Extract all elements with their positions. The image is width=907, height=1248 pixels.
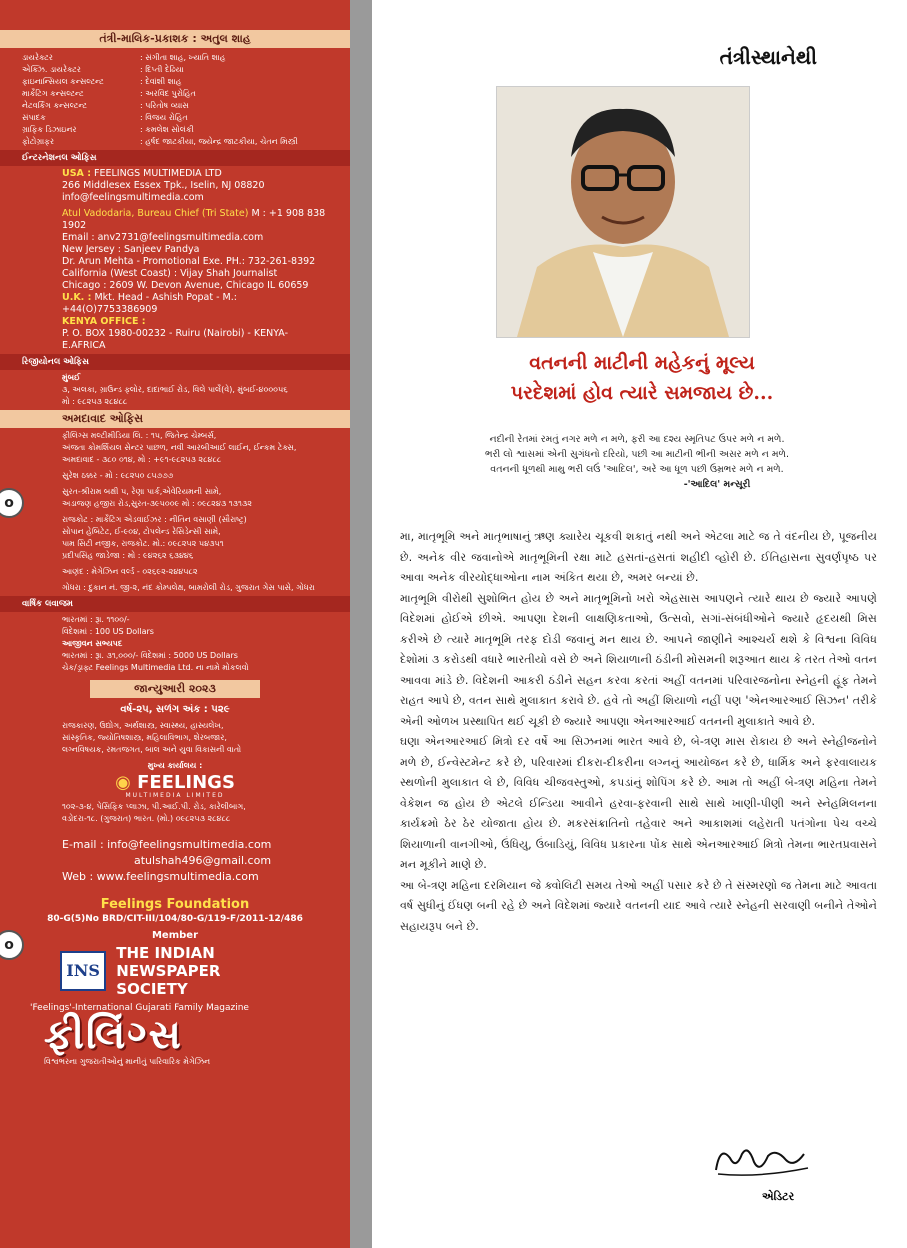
divider xyxy=(350,0,372,1248)
ins-block: INS THE INDIAN NEWSPAPER SOCIETY xyxy=(0,941,350,1001)
hq-sub: MULTIMEDIA LIMITED xyxy=(125,792,225,799)
editorial-body xyxy=(400,527,877,937)
poem: નદીની રેતમાં રમતું નગર મળે ન મળે, ફરી આ દશ્ય સ્મૃતિપટ ઉપર મળે ન મળે. ભરી લો શ્વાસમાં એની સુગંધનો દરિયો, પછી આ માટીની ભીની અસર મળે ન મળે. વતનની ધૂળથી માથુ ભરી લઉં 'આદિલ', અરે આ ધૂળ પછી ઉમ્રભર મળે ન મળે. -'આદિલ' મન્સૂરી xyxy=(402,432,872,492)
staff-name: : દેવાંશી શાહ xyxy=(140,77,182,86)
suresh-contact: સુરેશ ઠક્કર - મો : ૯૮૨૫૦ ૮૫૭૭૭ xyxy=(62,471,174,480)
contact-block xyxy=(0,835,350,887)
paragraph: ઘણા એનઆરઆઈ મિત્રો દર વર્ષે આ સિઝનમાં ભારત આવે છે, બે-ત્રણ માસ રોકાય છે અને સ્નેહીજનોને મળે છે, ઈન્વેસ્ટમેન્ટ કરે છે, પરિવારમાં દીકરા-દીકરીના લગ્નનું આયોજન કરે છે, ધાર્મિક અને ફરવાલાયક સ્થળોની મુલાકાત લે છે, વિવિધ ચીજવસ્તુઓ, કપડાંનું શોપિંગ કરે છે. આમ તો અહીં બે-ત્રણ મહિના તેમને વેકેશન જ હોય છે એટલે ઈન્ડિયા આવીને હરવા-ફરવાની સાથે સાથે ખાણી-પીણી અને સ્નેહમિલનના કાર્યક્રમો ઠેર ઠેર યોજાતા હોય છે. મકરસંક્રાતિનો તહેવાર અને આકાશમાં લહેરાતી પતંગોના પેચ વચ્ચે શિયાળાની વાનગીઓ, ઉંધિયુ, ઉંબાડિયું, વિવિધ પ્રકારના પોંક સાથે એનઆરઆઈ મિત્રો તેમના ભારતપ્રવાસને મન મૂકીને માણે છે. xyxy=(400,735,877,871)
ahmedabad-office: ફીલિંગ્સ મલ્ટીમીડિયા લિ. : ૧૫, જિતેન્દ્ર ચેમ્બર્સ, અંજતા કોમર્શિયલ સેન્ટર પાછળ, નવી આરબીઆઈ લાઈન, ઈન્કમ ટેક્સ, અમદાવાદ - ૩૮૦ ૦૧૪, મો : +૯૧-૯૮૨૫૩ ૨૮૪૮૮ xyxy=(62,431,297,464)
staff-role: ગ્રાફિક ડિઝાઇનર xyxy=(22,125,77,134)
staff-row xyxy=(22,64,328,76)
staff-role: એક્ઝિ. ડાયરેક્ટર xyxy=(22,65,81,74)
web-link[interactable]: Web : www.feelingsmultimedia.com xyxy=(62,870,259,883)
editorial-headline: વતનની માટીની મહેકનું મૂલ્ય પરદેશમાં હોવ ત્યારે સમજાય છે... xyxy=(510,352,774,404)
email-link-2[interactable]: atulshah496@gmail.com xyxy=(134,854,272,867)
hq-address: ૧૦૨-૩-૪, પેસિફિક પ્લાઝા, પી.આઈ.પી. રોડ, કારેલીબાગ, વડોદરા-૧૮. (ગુજરાત) ભારત. (મો.) ૦૯૮૨૫૩ ૨૮૪૮૮ xyxy=(62,802,246,823)
mumbai-office: મુંબઈ ૩, અલકા, ગ્રાઉન્ડ ફ્લોર, દાદાભાઈ રોડ, વિલે પાર્લે(વે), મુંબઈ-૪૦૦૦૫૬ મો : ૯૮૨૫૩ ૨૮૪૮૮ xyxy=(62,373,288,406)
surat-office: સુરત-શ્રીરામ બક્ષી ૫, રેણા પાર્ક,એવેરિયમની સામે, અડાજણ હજીરા રોડ,સુરત-૩૯૫૦૦૯ મો : ૦૯૮૨૪૩ ૧૩૧૩૨ xyxy=(62,487,252,508)
staff-name: : અરવિંદ પુરોહિત xyxy=(140,89,196,98)
staff-role: નેટવર્કિંગ કન્સલ્ટન્ટ xyxy=(22,101,88,110)
staff-role: માર્કેટિંગ કન્સલ્ટન્ટ xyxy=(22,89,84,98)
subscription: ભારતમાં : રૂા. ૧૧૦૦/- વિદેશમાં : 100 US Dollars આજીવન સભ્યપદ ભારતમાં : રૂા. ૩૧,૦૦૦/- વિદેશમાં : 5000 US Dollars ચેક/ડ્રાફ્ટ Feelings Multimedia Ltd. ના નામે મોકલવો xyxy=(62,615,249,672)
hq-heading: મુખ્ય કાર્યાલય : xyxy=(147,761,203,770)
staff-name: : હર્ષદ જાટકીયા, જયેન્દ્ર જાટકીયા, ચેતન મિસ્ત્રી xyxy=(140,137,298,146)
magazine-tagline: 'Feelings'-International Gujarati Family Magazine xyxy=(30,1003,249,1013)
hq-logo: ◉ FEELINGS xyxy=(115,772,235,793)
feelings-logo-icon: ◉ xyxy=(115,772,131,793)
staff-name: : પરિતોષ વ્યાસ xyxy=(140,101,189,110)
intl-heading: ઈન્ટરનેશનલ ઓફિસ xyxy=(0,150,350,166)
staff-name: : કમલેશ સોલંકી xyxy=(140,125,194,134)
anand-office: આણંદ : મેગેઝિન વર્લ્ડ - ૦૨૬૯૨-૨૪૪૫૮૨ xyxy=(62,567,198,576)
section-title: તંત્રીસ્થાનેથી xyxy=(719,45,817,69)
paragraph: મા, માતૃભૂમિ અને માતૃભાષાનું ઋણ ક્યારેય ચૂકવી શકાતું નથી અને એટલા માટે જ તે વંદનીય છે, પૂજનીય છે. અનેક વીર જવાનોએ માતૃભૂમિની રક્ષા માટે હસતાં-હસતાં શહીદી વ્હોરી છે. ઈતિહાસના સુવર્ણપૃષ્ઠ પર આવા અનેક વીરયોદ્ધાઓના નામ અંકિત થયા છે, અમર બન્યાં છે. xyxy=(400,530,877,584)
staff-row xyxy=(22,124,328,136)
masthead-column xyxy=(0,0,350,1248)
signature-graphic xyxy=(708,1140,818,1180)
staff-role: સંપાદક xyxy=(22,113,46,122)
staff-name: : વિજય રોહિત xyxy=(140,113,188,122)
signature xyxy=(708,1140,818,1180)
staff-row xyxy=(22,112,328,124)
staff-row xyxy=(22,52,328,64)
regional-heading: રિજીયોનલ ઓફિસ xyxy=(0,354,350,370)
staff-row xyxy=(22,88,328,100)
staff-role: ફાઇનાન્સિયલ કન્સલ્ટન્ટ xyxy=(22,77,104,86)
issue-month: જાન્યુઆરી ૨૦૨૩ xyxy=(90,680,260,698)
brand-bottom: વિશ્વભરના ગુજરાતીઓનું માનીતું પારિવારિક મેગેઝિન xyxy=(44,1057,211,1066)
staff-name: : સંગીતા શાહ, ખ્યાતિ શાહ xyxy=(140,53,226,62)
staff-list xyxy=(0,48,350,150)
staff-role: ડાયરેક્ટર xyxy=(22,53,53,62)
brand-logo: ફીલિંગ્સ xyxy=(44,1012,183,1058)
paragraph: માતૃભૂમિ વીરોથી સુશોભિત હોય છે અને માતૃભૂમિનો ખરો એહસાસ આપણને ત્યારે થાય છે જ્યારે આપણે વિદેશમાં હોઈએ છીએ. આપણા દેશની લાક્ષણિકતાઓ, ઉત્સવો, સગાં-સંબંધીઓને જ્યારે હૃદયથી મિસ કરીએ છે ત્યારે માતૃભૂમિ તરફ દોડી જવાનું મન થાય છે. આપને જાણીને આશ્ચર્ય થશે કે વિશ્વના વિવિધ દેશોમાં ૩ કરોડથી વધારે ભારતીયો વસે છે અને શિયાળાની ઠંડીની મોસમની શરૂઆત થાય કે તરત તેઓ વતન આવવા માંડે છે. વિદેશની આકરી ઠંડીને સહન કરવા કરતાં અહીં વતનમાં પરિવારજનોના સ્નેહની હૂંફ તેમને રાહત આપે છે, વતન સાથે મુલાકાત કરાવે છે. હવે તો અહીં શિયાળો નહીં પણ 'એનઆરઆઈ સિઝન' તરીકે એની ઓળખ પ્રસ્થાપિત થઈ ચૂકી છે જ્યારે આપણા એનઆરઆઈ વતનની મુલાકાતે આવે છે. xyxy=(400,591,877,728)
circle-marker: o xyxy=(0,930,24,960)
circle-marker: o xyxy=(0,488,24,518)
ahmedabad-heading: અમદાવાદ ઓફિસ xyxy=(0,410,350,428)
ins-logo: INS xyxy=(60,951,106,991)
member-label: Member xyxy=(151,930,199,941)
staff-row xyxy=(22,76,328,88)
staff-role: ફોટોગ્રાફર xyxy=(22,137,55,146)
staff-row xyxy=(22,100,328,112)
foundation: Feelings Foundation xyxy=(100,897,250,912)
poem-author: -'આદિલ' મન્સૂરી xyxy=(683,479,751,490)
staff-name: : દિપ્તી દેઢિયા xyxy=(140,65,184,74)
editor-photo xyxy=(496,86,750,338)
paragraph: આ બે-ત્રણ મહિના દરમિયાન જે ક્વોલિટી સમય તેઓ અહીં પસાર કરે છે તે સંસ્મરણો જ તેમના માટે આવતા વર્ષ સુધીનું ઈંધણ બની રહે છે અને વિદેશમાં જ્યારે વતનની યાદ આવે ત્યારે સ્નેહની સરવાણી બનીને તેઓને સહાયરૂપ બને છે. xyxy=(400,878,877,933)
signature-label: એડિટર xyxy=(762,1190,795,1203)
rajkot-office: રાજકોટ : માર્કેટિંગ એડવાઈઝર : નીતિન વસાણી (સૌરાષ્ટ્ર) સોપાન હેબિટેટ, ઈ-૯૦૪, ટોપલેન્ડ રેસિડેન્સી સામે, પામ સિટી નજીક, રાજકોટ. મો.: ૦૯૮૨૫૨ ૫૪૩૫૧ પ્રદીપસિંહ જાડેજા : મો : ૯૪૨૬૨ ૬૩૪૪૬ xyxy=(62,515,247,560)
staff-row xyxy=(22,136,328,148)
email-link[interactable]: E-mail : info@feelingsmultimedia.com xyxy=(62,838,272,851)
editorial-column xyxy=(372,0,907,1248)
subscription-heading: વાર્ષિક લવાજમ xyxy=(0,596,350,612)
topics: રાજકારણ, ઉદ્યોગ, અર્થશાસ્ત્ર, સ્વાસ્થ્ય, હાસ્યલેખ, સાંસ્કૃતિક, જ્યોતિષશાસ્ત્ર, મહિલાવિભાગ, શેરબજાર, લગ્નવિષયક, રમતજગત, બાલ અને યુવા વિકાસની વાતો xyxy=(62,721,242,754)
godhra-office: ગોધરા : દુકાન નં. જી-૨, નંદ કોમ્પલેક્ષ, બામરોલી રોડ, ગુજરાત ગેસ પાસે, ગોધરા xyxy=(62,583,315,592)
intl-office: USA : FEELINGS MULTIMEDIA LTD 266 Middlesex Essex Tpk., Iselin, NJ 08820 info@feelingsmultimedia.com Atul Vadodaria, Bureau Chief (Tri State) M : +1 908 838 1902 Email : anv2731@feelingsmultimedia.com New Jersey : Sanjeev Pandya Dr. Arun Mehta - Promotional Exe. PH.: 732-261-8392 California (West Coast) : Vijay Shah Journalist Chicago : 2609 W. Devon Avenue, Chicago IL 60659 U.K. : Mkt. Head - Ashish Popat - M.: +44(O)7753386909 KENYA OFFICE : P. O. BOX 1980-00232 - Ruiru (Nairobi) - KENYA-E.AFRICA xyxy=(62,168,326,351)
publisher-bar: તંત્રી-માલિક-પ્રકાશક : અતુલ શાહ xyxy=(0,30,350,48)
issue-number: વર્ષ-૨૫, સળંગ અંક : ૫૨૯ xyxy=(120,704,230,715)
reg-number: 80-G(5)No BRD/CIT-III/104/80-G/119-F/2011-12/486 xyxy=(47,914,303,924)
